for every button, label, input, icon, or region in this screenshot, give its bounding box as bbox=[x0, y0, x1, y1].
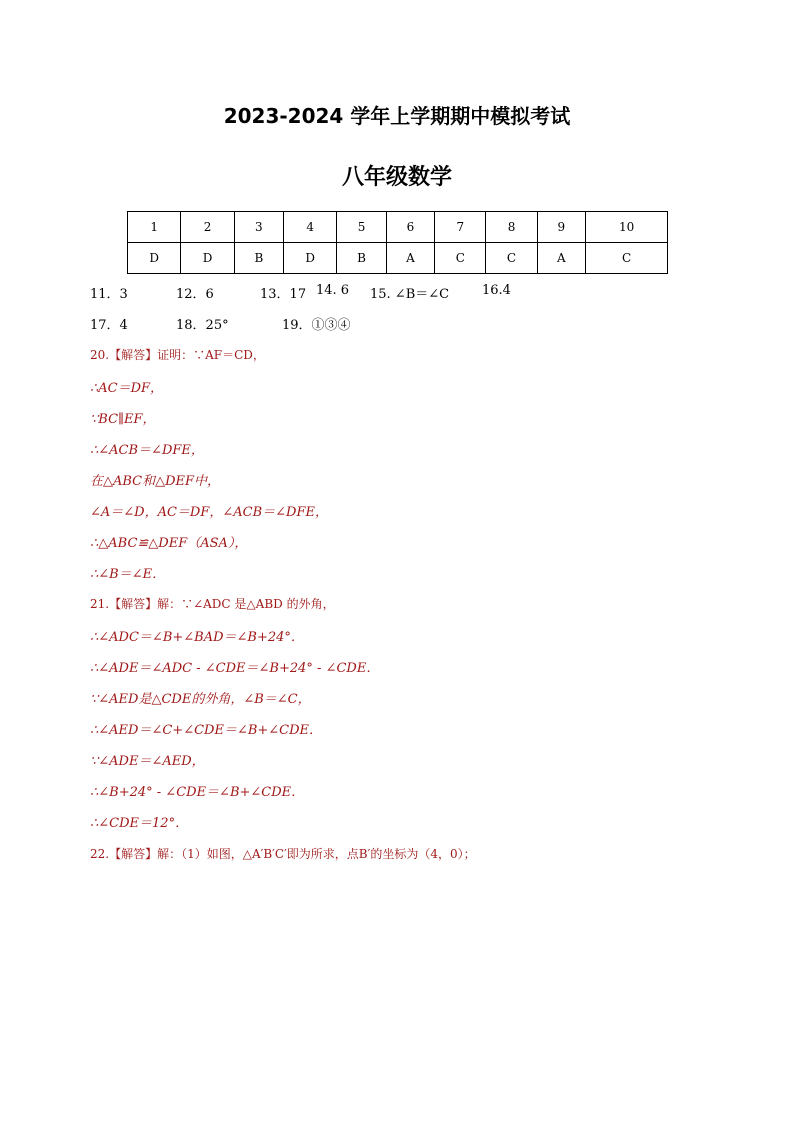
page-title: 2023-2024 学年上学期期中模拟考试 bbox=[223, 104, 571, 128]
table-cell: C bbox=[486, 243, 537, 274]
table-cell: B bbox=[337, 243, 386, 274]
fill-answer: 12．6 bbox=[176, 287, 214, 302]
table-cell: D bbox=[284, 243, 337, 274]
table-cell: 3 bbox=[234, 212, 283, 243]
table-cell: 5 bbox=[337, 212, 386, 243]
table-cell: C bbox=[435, 243, 486, 274]
q21-line: ∴∠AED＝∠C+∠CDE＝∠B+∠CDE． bbox=[90, 723, 323, 738]
table-cell: B bbox=[234, 243, 283, 274]
table-cell: D bbox=[181, 243, 234, 274]
q20-line: ∠A＝∠D，AC＝DF，∠ACB＝∠DFE， bbox=[90, 505, 328, 520]
table-cell: 9 bbox=[537, 212, 586, 243]
fill-answer: 15. ∠B＝∠C bbox=[370, 287, 450, 302]
q21-line: ∵∠ADE＝∠AED， bbox=[90, 754, 205, 769]
q20-line: ∴△ABC≌△DEF（ASA）， bbox=[90, 536, 248, 551]
fill-answer: 19．①③④ bbox=[282, 318, 351, 333]
fill-answer: 17．4 bbox=[90, 318, 128, 333]
table-cell: A bbox=[537, 243, 586, 274]
q22-heading: 22.【解答】解：（1）如图，△A′B′C′即为所求，点B′的坐标为（4，0）； bbox=[90, 847, 476, 861]
table-cell: 10 bbox=[586, 212, 668, 243]
fill-answer: 18．25° bbox=[176, 318, 229, 333]
q21-heading: 21.【解答】解：∵∠ADC 是△ABD 的外角， bbox=[90, 597, 335, 611]
q20-line: ∴∠B＝∠E． bbox=[90, 567, 166, 582]
q20-line: ∴AC＝DF， bbox=[90, 381, 164, 396]
table-cell: 8 bbox=[486, 212, 537, 243]
q20-line: ∵BC∥EF， bbox=[90, 412, 156, 427]
table-cell: 7 bbox=[435, 212, 486, 243]
page-subtitle: 八年级数学 bbox=[341, 165, 452, 190]
choice-answer-table bbox=[127, 211, 668, 274]
table-row-answers bbox=[128, 243, 668, 274]
q21-line: ∴∠ADC＝∠B+∠BAD＝∠B+24°． bbox=[90, 630, 304, 645]
q21-line: ∵∠AED是△CDE的外角，∠B＝∠C， bbox=[90, 692, 311, 707]
table-cell: 6 bbox=[386, 212, 435, 243]
table-row-numbers bbox=[128, 212, 668, 243]
q20-line: ∴∠ACB＝∠DFE， bbox=[90, 443, 204, 458]
table-cell: 1 bbox=[128, 212, 181, 243]
table-cell: D bbox=[128, 243, 181, 274]
table-cell: 2 bbox=[181, 212, 234, 243]
q20-line: 在△ABC和△DEF中， bbox=[90, 474, 221, 489]
table-cell: 4 bbox=[284, 212, 337, 243]
q21-line: ∴∠CDE＝12°． bbox=[90, 816, 189, 831]
fill-answer: 14. 6 bbox=[316, 283, 350, 298]
q20-heading: 20.【解答】证明：∵AF＝CD， bbox=[90, 348, 265, 362]
fill-answer: 16.4 bbox=[482, 283, 511, 298]
fill-answer: 13．17 bbox=[260, 287, 307, 302]
fill-answer: 11．3 bbox=[90, 287, 128, 302]
table-cell: C bbox=[586, 243, 668, 274]
q21-line: ∴∠ADE＝∠ADC - ∠CDE＝∠B+24° - ∠CDE． bbox=[90, 661, 380, 676]
table-cell: A bbox=[386, 243, 435, 274]
q21-line: ∴∠B+24° - ∠CDE＝∠B+∠CDE． bbox=[90, 785, 305, 800]
